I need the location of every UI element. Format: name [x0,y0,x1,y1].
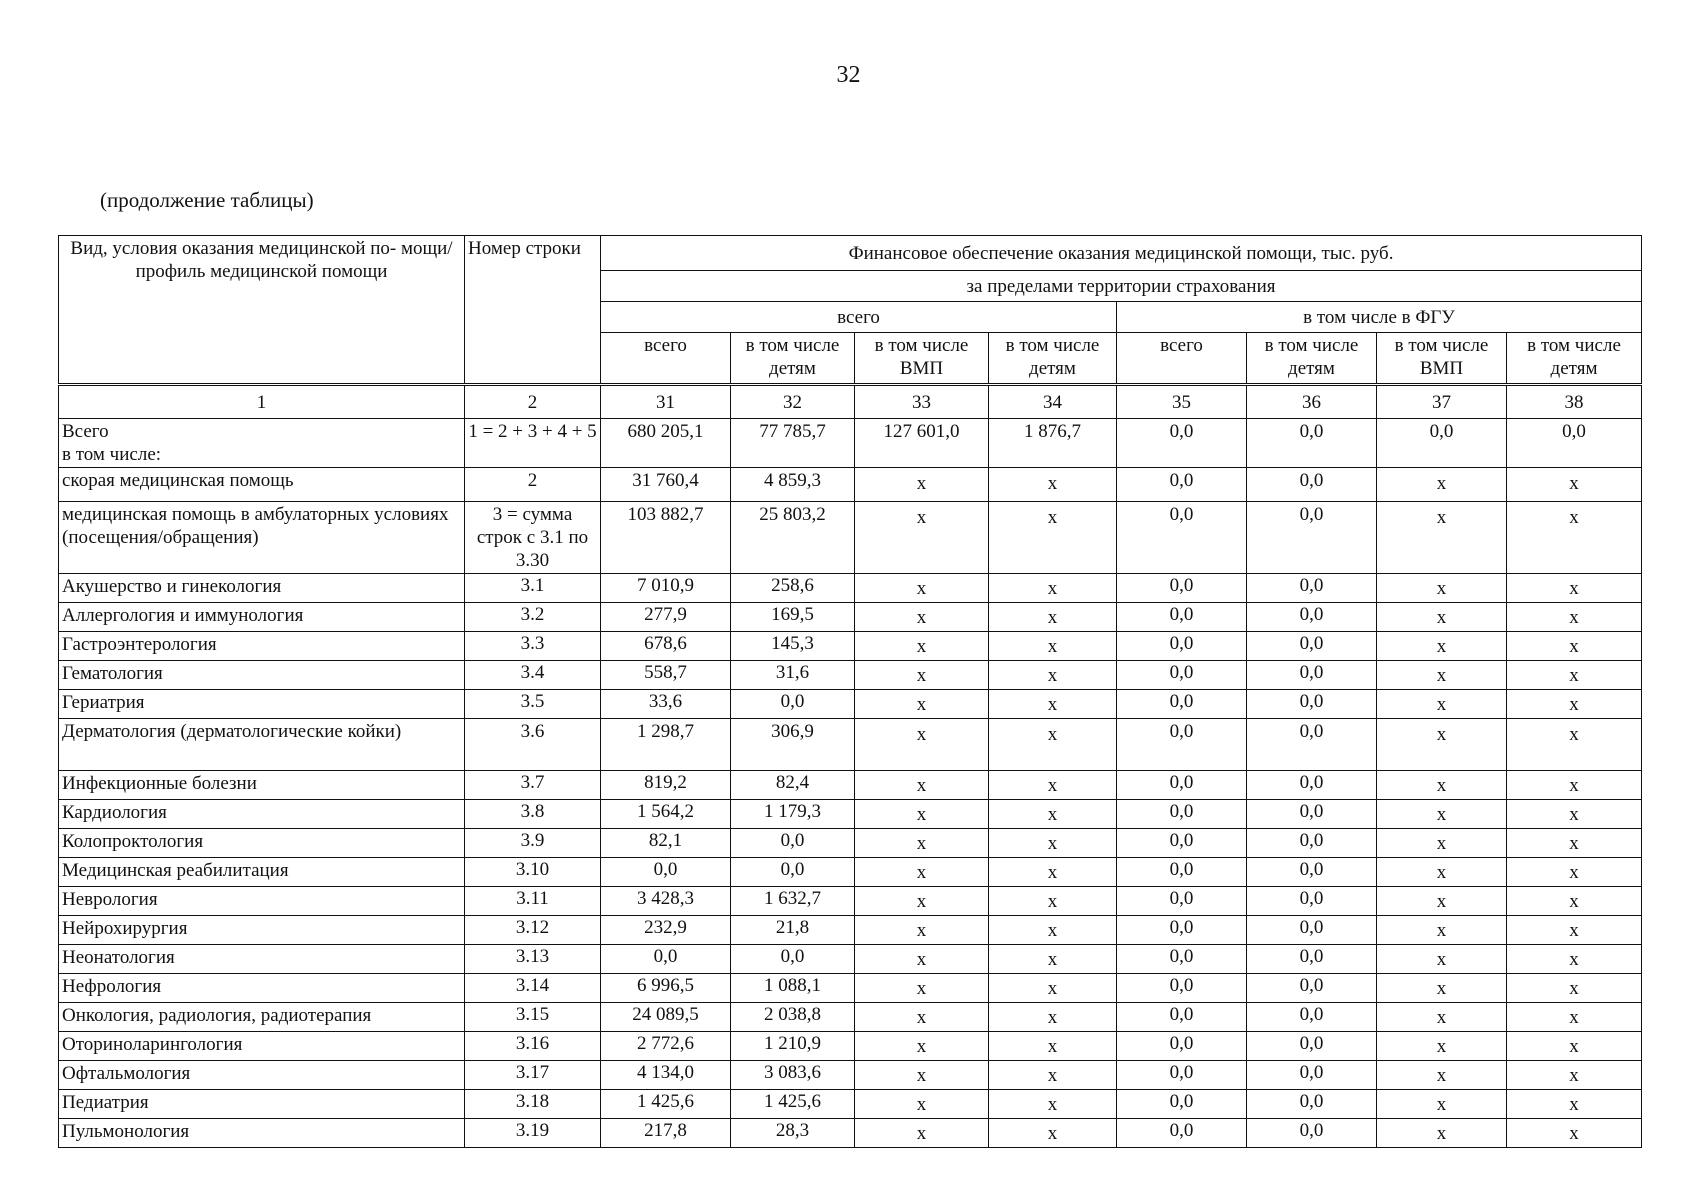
cell-c38: 0,0 [1507,419,1642,468]
cell-c38: х [1507,916,1642,945]
cell-c31: 82,1 [601,829,731,858]
cell-c33: 127 601,0 [855,419,989,468]
cell-c37: х [1377,945,1507,974]
cell-c36: 0,0 [1247,1032,1377,1061]
table-continuation-note: (продолжение таблицы) [100,188,314,212]
cell-c32: 0,0 [731,690,855,719]
cell-c34: х [989,574,1117,603]
cell-c32: 169,5 [731,603,855,632]
row-label: Неврология [59,887,465,916]
cell-c34: х [989,800,1117,829]
cell-c34: х [989,1003,1117,1032]
cell-c38: х [1507,661,1642,690]
cell-c31: 31 760,4 [601,468,731,502]
cell-c38: х [1507,690,1642,719]
row-label: Педиатрия [59,1090,465,1119]
cell-c35: 0,0 [1117,1090,1247,1119]
column-number: 36 [1247,385,1377,419]
cell-c36: 0,0 [1247,887,1377,916]
cell-c32: 306,9 [731,719,855,771]
cell-c31: 103 882,7 [601,502,731,574]
cell-c34: х [989,1090,1117,1119]
cell-c34: 1 876,7 [989,419,1117,468]
row-label: Акушерство и гинекология [59,574,465,603]
cell-c37: х [1377,468,1507,502]
row-label: Гастроэнтерология [59,632,465,661]
cell-c33: х [855,1090,989,1119]
cell-c35: 0,0 [1117,1003,1247,1032]
cell-c37: х [1377,887,1507,916]
row-number: 3.3 [465,632,601,661]
cell-c32: 1 179,3 [731,800,855,829]
cell-c33: х [855,829,989,858]
column-number: 34 [989,385,1117,419]
row-number: 3.6 [465,719,601,771]
row-label: Аллергология и иммунология [59,603,465,632]
cell-c36: 0,0 [1247,574,1377,603]
header-fgu-total: всего [1117,333,1247,385]
cell-c31: 2 772,6 [601,1032,731,1061]
cell-c35: 0,0 [1117,603,1247,632]
table-row [59,858,1642,887]
cell-c32: 1 632,7 [731,887,855,916]
cell-c38: х [1507,800,1642,829]
cell-c35: 0,0 [1117,574,1247,603]
financing-table [58,235,1642,1148]
cell-c34: х [989,916,1117,945]
column-number: 33 [855,385,989,419]
cell-c35: 0,0 [1117,661,1247,690]
cell-c38: х [1507,1003,1642,1032]
row-label: Нефрология [59,974,465,1003]
cell-c33: х [855,974,989,1003]
cell-c32: 0,0 [731,829,855,858]
cell-c34: х [989,887,1117,916]
cell-c35: 0,0 [1117,916,1247,945]
header-sub-total: всего [601,333,731,385]
row-number: 3.9 [465,829,601,858]
cell-c33: х [855,800,989,829]
cell-c36: 0,0 [1247,502,1377,574]
cell-c36: 0,0 [1247,858,1377,887]
cell-c36: 0,0 [1247,719,1377,771]
table-row [59,1090,1642,1119]
cell-c38: х [1507,719,1642,771]
cell-c37: х [1377,690,1507,719]
cell-c31: 678,6 [601,632,731,661]
cell-c32: 258,6 [731,574,855,603]
header-row-number: Номер строки [465,236,601,385]
column-number: 32 [731,385,855,419]
cell-c32: 28,3 [731,1119,855,1148]
table-row [59,603,1642,632]
row-label: Онкология, радиология, радиотерапия [59,1003,465,1032]
cell-c36: 0,0 [1247,690,1377,719]
cell-c32: 0,0 [731,858,855,887]
row-label: Дерматология (дерматологические койки) [59,719,465,771]
table-row [59,945,1642,974]
row-number: 3.16 [465,1032,601,1061]
row-number: 3.14 [465,974,601,1003]
cell-c38: х [1507,858,1642,887]
row-number: 3.15 [465,1003,601,1032]
cell-c32: 82,4 [731,771,855,800]
cell-c34: х [989,945,1117,974]
cell-c31: 6 996,5 [601,974,731,1003]
cell-c33: х [855,887,989,916]
cell-c36: 0,0 [1247,1090,1377,1119]
table-row [59,1119,1642,1148]
cell-c37: х [1377,771,1507,800]
cell-c35: 0,0 [1117,1061,1247,1090]
cell-c35: 0,0 [1117,468,1247,502]
cell-c36: 0,0 [1247,468,1377,502]
table-row [59,468,1642,502]
cell-c38: х [1507,603,1642,632]
cell-c37: 0,0 [1377,419,1507,468]
cell-c33: х [855,771,989,800]
cell-c31: 3 428,3 [601,887,731,916]
cell-c31: 33,6 [601,690,731,719]
cell-c36: 0,0 [1247,1061,1377,1090]
cell-c35: 0,0 [1117,419,1247,468]
cell-c37: х [1377,574,1507,603]
row-number: 3.1 [465,574,601,603]
cell-c38: х [1507,574,1642,603]
row-label: Пульмонология [59,1119,465,1148]
cell-c31: 1 298,7 [601,719,731,771]
column-numbers-row [59,385,1642,419]
table-row [59,1061,1642,1090]
header-sub-children: в том числе детям [731,333,855,385]
cell-c32: 145,3 [731,632,855,661]
cell-c32: 1 425,6 [731,1090,855,1119]
row-number: 3.19 [465,1119,601,1148]
cell-c37: х [1377,916,1507,945]
row-number: 3.4 [465,661,601,690]
cell-c36: 0,0 [1247,974,1377,1003]
cell-c34: х [989,974,1117,1003]
cell-c38: х [1507,1090,1642,1119]
cell-c31: 4 134,0 [601,1061,731,1090]
cell-c38: х [1507,974,1642,1003]
cell-c31: 1 564,2 [601,800,731,829]
cell-c34: х [989,690,1117,719]
cell-c37: х [1377,1032,1507,1061]
row-number: 3.17 [465,1061,601,1090]
table-row [59,1003,1642,1032]
cell-c33: х [855,916,989,945]
cell-c32: 77 785,7 [731,419,855,468]
column-number: 2 [465,385,601,419]
row-number: 3.18 [465,1090,601,1119]
cell-c36: 0,0 [1247,829,1377,858]
cell-c33: х [855,502,989,574]
cell-c34: х [989,829,1117,858]
table-row [59,771,1642,800]
row-label: Всего в том числе: [59,419,465,468]
table-row [59,829,1642,858]
cell-c34: х [989,1061,1117,1090]
row-number: 2 [465,468,601,502]
row-label: Инфекционные болезни [59,771,465,800]
cell-c38: х [1507,1119,1642,1148]
cell-c33: х [855,661,989,690]
cell-c33: х [855,945,989,974]
cell-c32: 1 210,9 [731,1032,855,1061]
cell-c35: 0,0 [1117,800,1247,829]
header-fgu-children-2: в том числе детям [1507,333,1642,385]
cell-c35: 0,0 [1117,1032,1247,1061]
cell-c33: х [855,1119,989,1148]
header-fgu-vmp: в том числе ВМП [1377,333,1507,385]
cell-c34: х [989,661,1117,690]
row-label: Оториноларингология [59,1032,465,1061]
table-row [59,690,1642,719]
cell-c32: 0,0 [731,945,855,974]
cell-c36: 0,0 [1247,1003,1377,1032]
page-number: 32 [836,62,861,88]
table-row [59,974,1642,1003]
cell-c38: х [1507,1032,1642,1061]
cell-c35: 0,0 [1117,945,1247,974]
cell-c31: 819,2 [601,771,731,800]
cell-c36: 0,0 [1247,1119,1377,1148]
cell-c34: х [989,502,1117,574]
cell-c35: 0,0 [1117,858,1247,887]
row-label: скорая медицинская помощь [59,468,465,502]
cell-c38: х [1507,468,1642,502]
cell-c33: х [855,603,989,632]
table-row [59,661,1642,690]
cell-c33: х [855,632,989,661]
cell-c33: х [855,1032,989,1061]
cell-c31: 558,7 [601,661,731,690]
cell-c37: х [1377,1119,1507,1148]
row-label: Офтальмология [59,1061,465,1090]
column-number: 37 [1377,385,1507,419]
cell-c37: х [1377,502,1507,574]
header-outside-territory: за пределами территории страхования [601,271,1642,302]
cell-c37: х [1377,1061,1507,1090]
row-label: Гематология [59,661,465,690]
cell-c31: 232,9 [601,916,731,945]
cell-c34: х [989,468,1117,502]
cell-c35: 0,0 [1117,887,1247,916]
row-number: 3.2 [465,603,601,632]
cell-c34: х [989,771,1117,800]
cell-c35: 0,0 [1117,974,1247,1003]
cell-c38: х [1507,945,1642,974]
cell-c37: х [1377,858,1507,887]
row-label: Гериатрия [59,690,465,719]
cell-c34: х [989,603,1117,632]
cell-c38: х [1507,502,1642,574]
row-number: 3.7 [465,771,601,800]
cell-c38: х [1507,1061,1642,1090]
cell-c38: х [1507,632,1642,661]
row-label: Кардиология [59,800,465,829]
cell-c31: 24 089,5 [601,1003,731,1032]
cell-c35: 0,0 [1117,502,1247,574]
column-number: 35 [1117,385,1247,419]
cell-c31: 0,0 [601,858,731,887]
cell-c31: 1 425,6 [601,1090,731,1119]
cell-c38: х [1507,887,1642,916]
column-number: 1 [59,385,465,419]
table-row [59,1032,1642,1061]
cell-c37: х [1377,1090,1507,1119]
cell-c37: х [1377,829,1507,858]
cell-c36: 0,0 [1247,419,1377,468]
row-label: Нейрохирургия [59,916,465,945]
cell-c31: 217,8 [601,1119,731,1148]
row-label: медицинская помощь в амбулаторных условиях (посещения/обращения) [59,502,465,574]
table-row [59,419,1642,468]
header-total-group: всего [601,302,1117,333]
cell-c32: 2 038,8 [731,1003,855,1032]
cell-c37: х [1377,974,1507,1003]
table-row [59,916,1642,945]
cell-c38: х [1507,771,1642,800]
cell-c34: х [989,1119,1117,1148]
row-label: Неонатология [59,945,465,974]
column-number: 31 [601,385,731,419]
cell-c37: х [1377,719,1507,771]
header-sub-vmp: в том числе ВМП [855,333,989,385]
row-label: Медицинская реабилитация [59,858,465,887]
cell-c35: 0,0 [1117,1119,1247,1148]
cell-c38: х [1507,829,1642,858]
row-number: 3.13 [465,945,601,974]
cell-c37: х [1377,632,1507,661]
cell-c33: х [855,1003,989,1032]
table-row [59,887,1642,916]
cell-c31: 680 205,1 [601,419,731,468]
cell-c32: 21,8 [731,916,855,945]
cell-c36: 0,0 [1247,945,1377,974]
header-fgu-group: в том числе в ФГУ [1117,302,1642,333]
cell-c33: х [855,858,989,887]
cell-c36: 0,0 [1247,603,1377,632]
table-row [59,632,1642,661]
row-number: 3.5 [465,690,601,719]
cell-c37: х [1377,800,1507,829]
table-row [59,800,1642,829]
cell-c35: 0,0 [1117,829,1247,858]
cell-c31: 277,9 [601,603,731,632]
cell-c33: х [855,690,989,719]
cell-c36: 0,0 [1247,916,1377,945]
cell-c32: 4 859,3 [731,468,855,502]
row-number: 1 = 2 + 3 + 4 + 5 [465,419,601,468]
cell-c32: 3 083,6 [731,1061,855,1090]
cell-c34: х [989,719,1117,771]
header-sub-children-2: в том числе детям [989,333,1117,385]
row-number: 3.11 [465,887,601,916]
cell-c34: х [989,858,1117,887]
cell-c35: 0,0 [1117,771,1247,800]
cell-c33: х [855,1061,989,1090]
cell-c35: 0,0 [1117,719,1247,771]
row-number: 3.10 [465,858,601,887]
cell-c37: х [1377,661,1507,690]
cell-c32: 25 803,2 [731,502,855,574]
column-number: 38 [1507,385,1642,419]
row-number: 3.8 [465,800,601,829]
row-number: 3.12 [465,916,601,945]
cell-c35: 0,0 [1117,632,1247,661]
table-row [59,502,1642,574]
row-number: 3 = сумма строк с 3.1 по 3.30 [465,502,601,574]
cell-c32: 1 088,1 [731,974,855,1003]
cell-c37: х [1377,603,1507,632]
cell-c36: 0,0 [1247,661,1377,690]
cell-c36: 0,0 [1247,771,1377,800]
header-type-profile: Вид, условия оказания медицинской по- мощи/ профиль медицинской помощи [59,236,465,385]
cell-c37: х [1377,1003,1507,1032]
cell-c32: 31,6 [731,661,855,690]
cell-c33: х [855,719,989,771]
cell-c31: 7 010,9 [601,574,731,603]
row-label: Колопроктология [59,829,465,858]
cell-c36: 0,0 [1247,632,1377,661]
cell-c35: 0,0 [1117,690,1247,719]
cell-c34: х [989,632,1117,661]
header-fgu-children: в том числе детям [1247,333,1377,385]
cell-c33: х [855,468,989,502]
table-row [59,719,1642,771]
cell-c31: 0,0 [601,945,731,974]
cell-c36: 0,0 [1247,800,1377,829]
table-row [59,574,1642,603]
cell-c34: х [989,1032,1117,1061]
header-financing: Финансовое обеспечение оказания медицинской помощи, тыс. руб. [601,236,1642,271]
cell-c33: х [855,574,989,603]
